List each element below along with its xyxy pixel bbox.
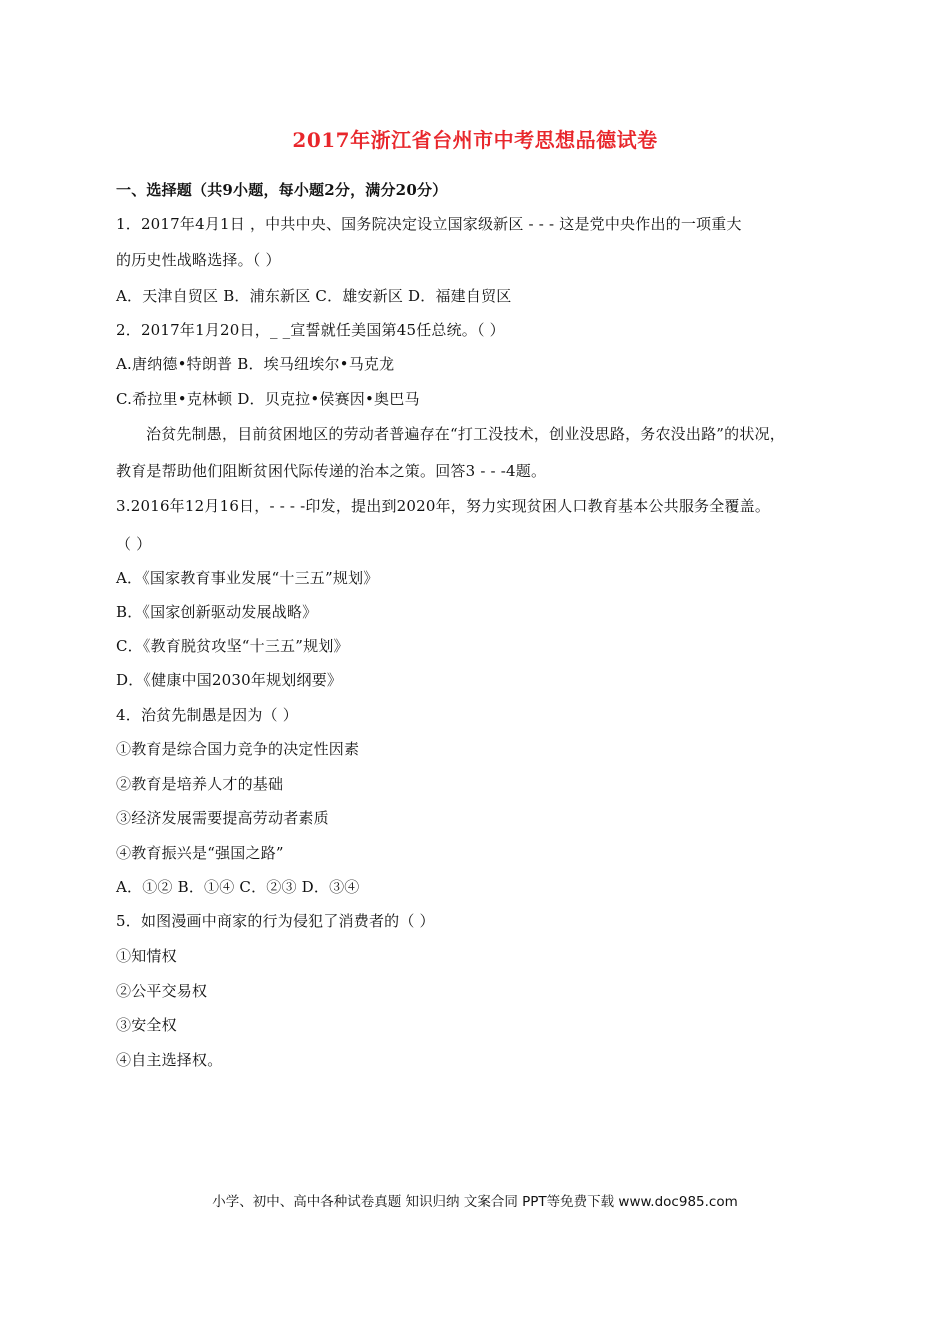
question-4-item-2: ②教育是培养人才的基础 bbox=[116, 775, 284, 793]
question-5-item-3: ③安全权 bbox=[116, 1016, 177, 1034]
exam-title: 2017年浙江省台州市中考思想品德试卷 bbox=[292, 128, 658, 152]
passage-line-1: 治贫先制愚，目前贫困地区的劳动者普遍存在“打工没技术，创业没思路，务农没出路”的状况， bbox=[146, 425, 785, 443]
page-footer: 小学、初中、高中各种试卷真题 知识归纳 文案合同 PPT等免费下载 www.doc985.com bbox=[212, 1194, 738, 1210]
question-5-item-4: ④自主选择权。 bbox=[116, 1051, 223, 1069]
question-2-stem: 2．2017年1月20日，_ _宣誓就任美国第45任总统。（ ） bbox=[116, 321, 505, 339]
question-3-option-a: A．《国家教育事业发展“十三五”规划》 bbox=[116, 569, 379, 587]
question-5-item-2: ②公平交易权 bbox=[116, 982, 208, 1000]
question-1-line-2: 的历史性战略选择。（ ） bbox=[116, 251, 281, 269]
question-5-item-1: ①知情权 bbox=[116, 947, 177, 965]
question-4-item-3: ③经济发展需要提高劳动者素质 bbox=[116, 809, 329, 827]
section-heading: 一、选择题（共9小题，每小题2分，满分20分） bbox=[116, 181, 448, 199]
question-4-stem: 4．治贫先制愚是因为（ ） bbox=[116, 706, 298, 724]
question-1-line-1: 1．2017年4月1日 ，中共中央、国务院决定设立国家级新区 - - - 这是党中央作出的一项重大 bbox=[116, 215, 742, 233]
question-2-options-ab: A.唐纳德•特朗普 B．埃马纽埃尔•马克龙 bbox=[116, 355, 395, 373]
question-4-item-1: ①教育是综合国力竞争的决定性因素 bbox=[116, 740, 360, 758]
passage-line-2: 教育是帮助他们阻断贫困代际传递的治本之策。回答3 - - -4题。 bbox=[116, 462, 547, 480]
question-1-options: A．天津自贸区 B．浦东新区 C．雄安新区 D．福建自贸区 bbox=[116, 287, 512, 305]
question-2-options-cd: C.希拉里•克林顿 D．贝克拉•侯赛因•奥巴马 bbox=[116, 390, 420, 408]
question-3-option-d: D．《健康中国2030年规划纲要》 bbox=[116, 671, 343, 689]
question-3-option-c: C．《教育脱贫攻坚“十三五”规划》 bbox=[116, 637, 349, 655]
question-3-stem: 3.2016年12月16日，- - - -印发，提出到2020年，努力实现贫困人口教育基本公共服务全覆盖。 bbox=[116, 497, 771, 515]
question-5-stem: 5．如图漫画中商家的行为侵犯了消费者的（ ） bbox=[116, 912, 435, 930]
question-4-options: A．①② B．①④ C．②③ D．③④ bbox=[116, 878, 360, 896]
question-4-item-4: ④教育振兴是“强国之路” bbox=[116, 844, 284, 862]
question-3-bracket: （ ） bbox=[116, 535, 152, 553]
question-3-option-b: B．《国家创新驱动发展战略》 bbox=[116, 603, 318, 621]
